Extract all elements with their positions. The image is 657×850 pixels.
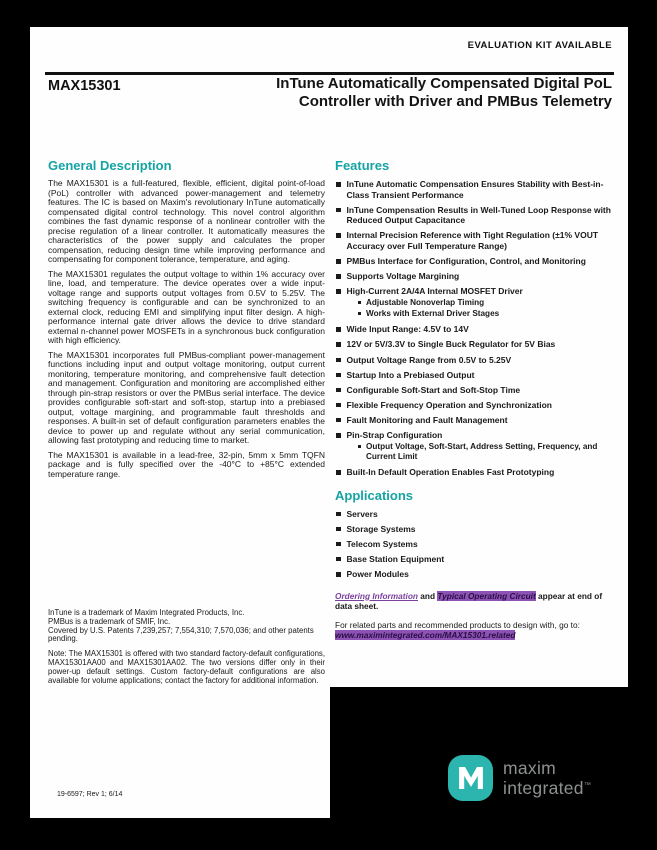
description-paragraph: The MAX15301 regulates the output voltage to within 1% accuracy over line, load, and temperature. The device operates over a wide input-voltage range and supports output voltages from 0.5V to 5.25V. The switching frequency is configurable and can be synchronized to an external clock, reducing EMI and simplifying input filter design. A high-performance internal gate driver allows the device to drive standard external n-channel power MOSFETs in a synchronous buck configuration with high efficiency. [48,268,325,345]
feature-text: Configurable Soft-Start and Soft-Stop Time [346,384,521,395]
feature-text: Output Voltage Range from 0.5V to 5.25V [346,354,512,365]
bullet-icon [336,403,341,408]
description-paragraph: The MAX15301 is a full-featured, flexible, efficient, digital point-of-load (PoL) controller with advanced power-management and telemetry features. The IC is based on Maxim's revolutionary InTune automatically compensated digital control technology. This novel control algorithm combines the fast dynamic response of a nonlinear controller with the precise regulation of a linear controller. It automatically measures the characteristics of the power supply and calculates the proper compensation, reducing design time while improving performance and compensating for component tolerance, temperature, and aging. [48,178,325,264]
general-description-text [48,179,325,479]
bullet-icon [336,182,341,187]
features-heading: Features [335,158,390,173]
application-text: Power Modules [346,569,409,580]
bullet-icon [336,208,341,213]
bullet-icon [336,418,341,423]
maxim-logo [448,755,591,801]
trademark-line: PMBus is a trademark of SMIF, Inc. [48,616,171,626]
bullet-icon [336,542,341,547]
feature-text: Built-In Default Operation Enables Fast Prototyping [346,467,555,478]
application-text: Storage Systems [346,523,416,534]
sub-bullet-icon [358,301,362,305]
document-number: 19-6597; Rev 1; 6/14 [57,791,123,798]
feature-text: Wide Input Range: 4.5V to 14V [346,324,469,335]
eval-kit-banner: EVALUATION KIT AVAILABLE [467,40,612,51]
feature-sub-text: Output Voltage, Soft-Start, Address Setting, Frequency, and Current Limit [366,441,598,461]
bullet-icon [336,274,341,279]
feature-item [335,339,615,350]
feature-text: Pin-Strap Configuration [346,430,443,440]
application-item [335,524,615,535]
feature-sub-text: Works with External Driver Stages [366,308,500,318]
related-products-link[interactable]: www.maximintegrated.com/MAX15301.related [335,629,516,640]
feature-text: 12V or 5V/3.3V to Single Buck Regulator for 5V Bias [346,339,556,350]
bullet-icon [336,527,341,532]
typical-operating-circuit-link[interactable]: Typical Operating Circuit [437,590,536,601]
bullet-icon [336,388,341,393]
ordering-information-link[interactable]: Ordering Information [335,590,418,601]
feature-text: High-Current 2A/4A Internal MOSFET Driver [346,286,523,297]
sub-bullet-icon [358,445,362,449]
related-products-note [335,620,615,640]
feature-text: Supports Voltage Margining [346,271,460,282]
feature-text: InTune Automatic Compensation Ensures Stability with Best-in-Class Transient Performance [346,179,604,200]
maxim-wordmark-line2: integrated™ [503,777,592,798]
and-text: and [420,590,436,601]
feature-item [335,370,615,381]
features-column [335,158,615,640]
doc-title [276,75,612,110]
application-text: Telecom Systems [346,538,418,549]
trademark-line: InTune is a trademark of Maxim Integrated Products, Inc. [48,608,245,617]
bullet-icon [336,373,341,378]
bullet-icon [336,289,341,294]
trademark-symbol: ™ [583,781,592,789]
feature-text: Internal Precision Reference with Tight Regulation (±1% VOUT Accuracy over Full Temperature Range) [346,230,599,251]
doc-title-line2: Controller with Driver and PMBus Telemetry [298,92,612,110]
feature-item [335,430,615,463]
feature-item [335,230,615,251]
applications-section [335,488,615,580]
application-item [335,539,615,550]
features-list [335,179,615,478]
bullet-icon [336,433,341,438]
application-text: Servers [346,508,378,519]
applications-heading: Applications [335,487,414,503]
bullet-icon [336,572,341,577]
version-note: Note: The MAX15301 is offered with two standard factory-default configurations, MAX15301AA00 and MAX15301AA02. The two versions differ only in their power-up default settings. Custom factory-default configurations are also available for volume applications; contact the factory for additional information. [48,649,325,685]
general-description-column [48,158,325,484]
bullet-icon [336,233,341,238]
feature-item [335,467,615,478]
bullet-icon [336,557,341,562]
feature-text: InTune Compensation Results in Well-Tuned Loop Response with Reduced Output Capacitance [346,204,611,226]
doc-title-line1: InTune Automatically Compensated Digital PoL [276,75,612,92]
application-text: Base Station Equipment [346,553,445,564]
related-intro-text: For related parts and recommended products to design with, go to: [335,619,580,630]
trademark-line: Covered by U.S. Patents 7,239,257; 7,554,310; 7,570,036; and other patents pending. [48,625,314,644]
end-of-datasheet-links [335,591,615,611]
trademark-notes [48,609,325,685]
maxim-m-icon [448,755,493,801]
application-item [335,554,615,565]
bullet-icon [336,512,341,517]
bullet-icon [336,259,341,264]
general-description-heading: General Description [48,158,172,173]
feature-item [335,415,615,426]
bullet-icon [336,342,341,347]
bullet-icon [336,327,341,332]
applications-list [335,509,615,580]
bullet-icon [336,358,341,363]
description-paragraph: The MAX15301 is available in a lead-free, 32-pin, 5mm x 5mm TQFN package and is fully specified over the -40°C to +85°C extended temperature range. [48,449,325,479]
feature-item [335,385,615,396]
feature-sub-item [358,298,523,308]
feature-text: Startup Into a Prebiased Output [346,369,475,380]
feature-item [335,324,615,335]
feature-item [335,205,615,226]
feature-text: Flexible Frequency Operation and Synchronization [346,399,552,410]
maxim-wordmark [503,757,592,798]
appear-text: appear at end of data sheet. [335,590,603,611]
feature-item [335,256,615,267]
feature-item [335,286,615,320]
part-number: MAX15301 [48,78,121,94]
trademark-lines [48,609,325,644]
application-item [335,569,615,580]
feature-item [335,271,615,282]
feature-item [335,400,615,411]
feature-item [335,355,615,366]
sub-bullet-icon [358,312,362,316]
feature-sub-item [358,442,616,462]
application-item [335,509,615,520]
description-paragraph: The MAX15301 incorporates full PMBus-compliant power-management functions including input and output voltage monitoring, output current monitoring, temperature monitoring, and comprehensive fault detection and management. Configuration and monitoring are accomplished either through pin-strap resistors or over the PMBus serial interface. The device provides configurable soft-start and soft-stop, startup into a prebiased output, voltage margining, and programmable fault thresholds and responses. A built-in set of default configuration parameters enables the device to power up and regulate without any serial communication, allowing fast prototyping and reducing time to market. [48,349,325,445]
feature-sub-item [358,309,523,319]
feature-text: PMBus Interface for Configuration, Control, and Monitoring [346,256,586,267]
maxim-wordmark-line1: maxim [503,757,557,778]
datasheet-page [30,27,628,818]
bullet-icon [336,470,341,475]
feature-sub-text: Adjustable Nonoverlap Timing [366,297,485,307]
feature-text: Fault Monitoring and Fault Management [346,414,508,425]
feature-item [335,179,615,200]
